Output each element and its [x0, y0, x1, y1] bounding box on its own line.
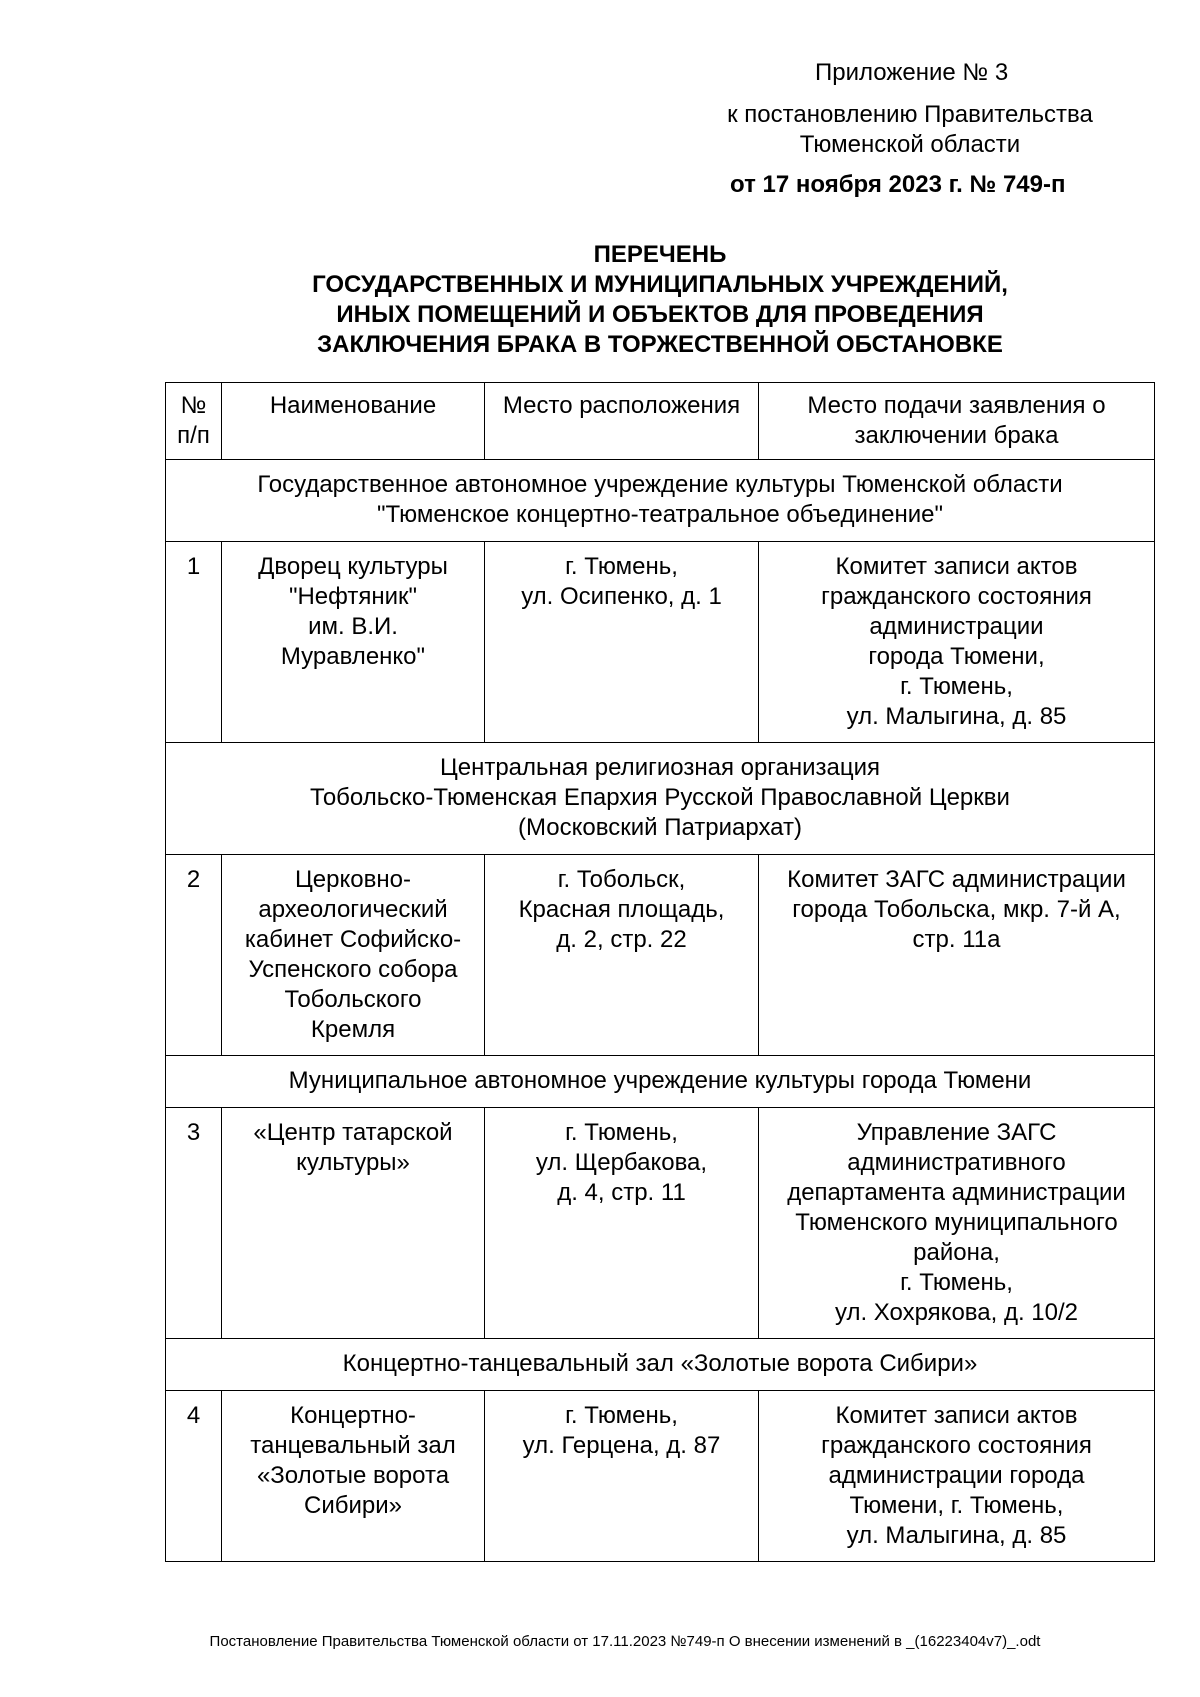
header-application-place: Место подачи заявления о заключении брака	[759, 383, 1155, 460]
table-row	[166, 1391, 1155, 1562]
row-location: г. Тобольск, Красная площадь, д. 2, стр. 22	[485, 855, 759, 1056]
title-line-1: ПЕРЕЧЕНЬ	[593, 241, 727, 268]
title-line-2: ГОСУДАРСТВЕННЫХ И МУНИЦИПАЛЬНЫХ УЧРЕЖДЕНИЙ,	[312, 271, 1008, 298]
header-num: № п/п	[166, 383, 222, 460]
row-num: 1	[166, 542, 222, 743]
row-num: 4	[166, 1391, 222, 1562]
group-row	[166, 743, 1155, 855]
document-title	[165, 240, 1155, 360]
group-row	[166, 1339, 1155, 1391]
row-location: г. Тюмень, ул. Герцена, д. 87	[485, 1391, 759, 1562]
title-line-3: ИНЫХ ПОМЕЩЕНИЙ И ОБЪЕКТОВ ДЛЯ ПРОВЕДЕНИЯ	[336, 301, 984, 328]
group-title: Муниципальное автономное учреждение культуры города Тюмени	[166, 1056, 1155, 1108]
table-header-row	[166, 383, 1155, 460]
row-name: Дворец культуры "Нефтяник" им. В.И. Муравленко"	[222, 542, 485, 743]
table-row	[166, 1108, 1155, 1339]
row-location: г. Тюмень, ул. Щербакова, д. 4, стр. 11	[485, 1108, 759, 1339]
row-num: 2	[166, 855, 222, 1056]
table-row	[166, 855, 1155, 1056]
header-name: Наименование	[222, 383, 485, 460]
row-application-place: Комитет записи актов гражданского состояния администрации города Тюмени, г. Тюмень, ул. Малыгина, д. 85	[759, 1391, 1155, 1562]
row-name: Церковно- археологический кабинет Софийско- Успенского собора Тобольского Кремля	[222, 855, 485, 1056]
venues-table	[165, 382, 1155, 1562]
group-row	[166, 460, 1155, 542]
row-name: Концертно- танцевальный зал «Золотые ворота Сибири»	[222, 1391, 485, 1562]
header-location: Место расположения	[485, 383, 759, 460]
row-application-place: Управление ЗАГС административного департамента администрации Тюменского муниципального района, г. Тюмень, ул. Хохрякова, д. 10/2	[759, 1108, 1155, 1339]
appendix-number: Приложение № 3	[815, 59, 1009, 86]
group-title: Концертно-танцевальный зал «Золотые ворота Сибири»	[166, 1339, 1155, 1391]
row-name: «Центр татарской культуры»	[222, 1108, 485, 1339]
table-row	[166, 542, 1155, 743]
group-title: Государственное автономное учреждение культуры Тюменской области "Тюменское концертно-театральное объединение"	[166, 460, 1155, 542]
title-line-4: ЗАКЛЮЧЕНИЯ БРАКА В ТОРЖЕСТВЕННОЙ ОБСТАНОВКЕ	[317, 331, 1003, 358]
group-title: Центральная религиозная организация Тобольско-Тюменская Епархия Русской Православной Церкви (Московский Патриархат)	[166, 743, 1155, 855]
row-location: г. Тюмень, ул. Осипенко, д. 1	[485, 542, 759, 743]
appendix-date-number: от 17 ноября 2023 г. № 749-п	[730, 171, 1066, 198]
group-row	[166, 1056, 1155, 1108]
row-application-place: Комитет записи актов гражданского состояния администрации города Тюмени, г. Тюмень, ул. Малыгина, д. 85	[759, 542, 1155, 743]
row-application-place: Комитет ЗАГС администрации города Тобольска, мкр. 7-й А, стр. 11а	[759, 855, 1155, 1056]
row-num: 3	[166, 1108, 222, 1339]
document-footer: Постановление Правительства Тюменской области от 17.11.2023 №749-п О внесении изменений в _(16223404v7)_.odt	[209, 1633, 1041, 1650]
appendix-resolution: к постановлению Правительства Тюменской области	[727, 101, 1093, 158]
